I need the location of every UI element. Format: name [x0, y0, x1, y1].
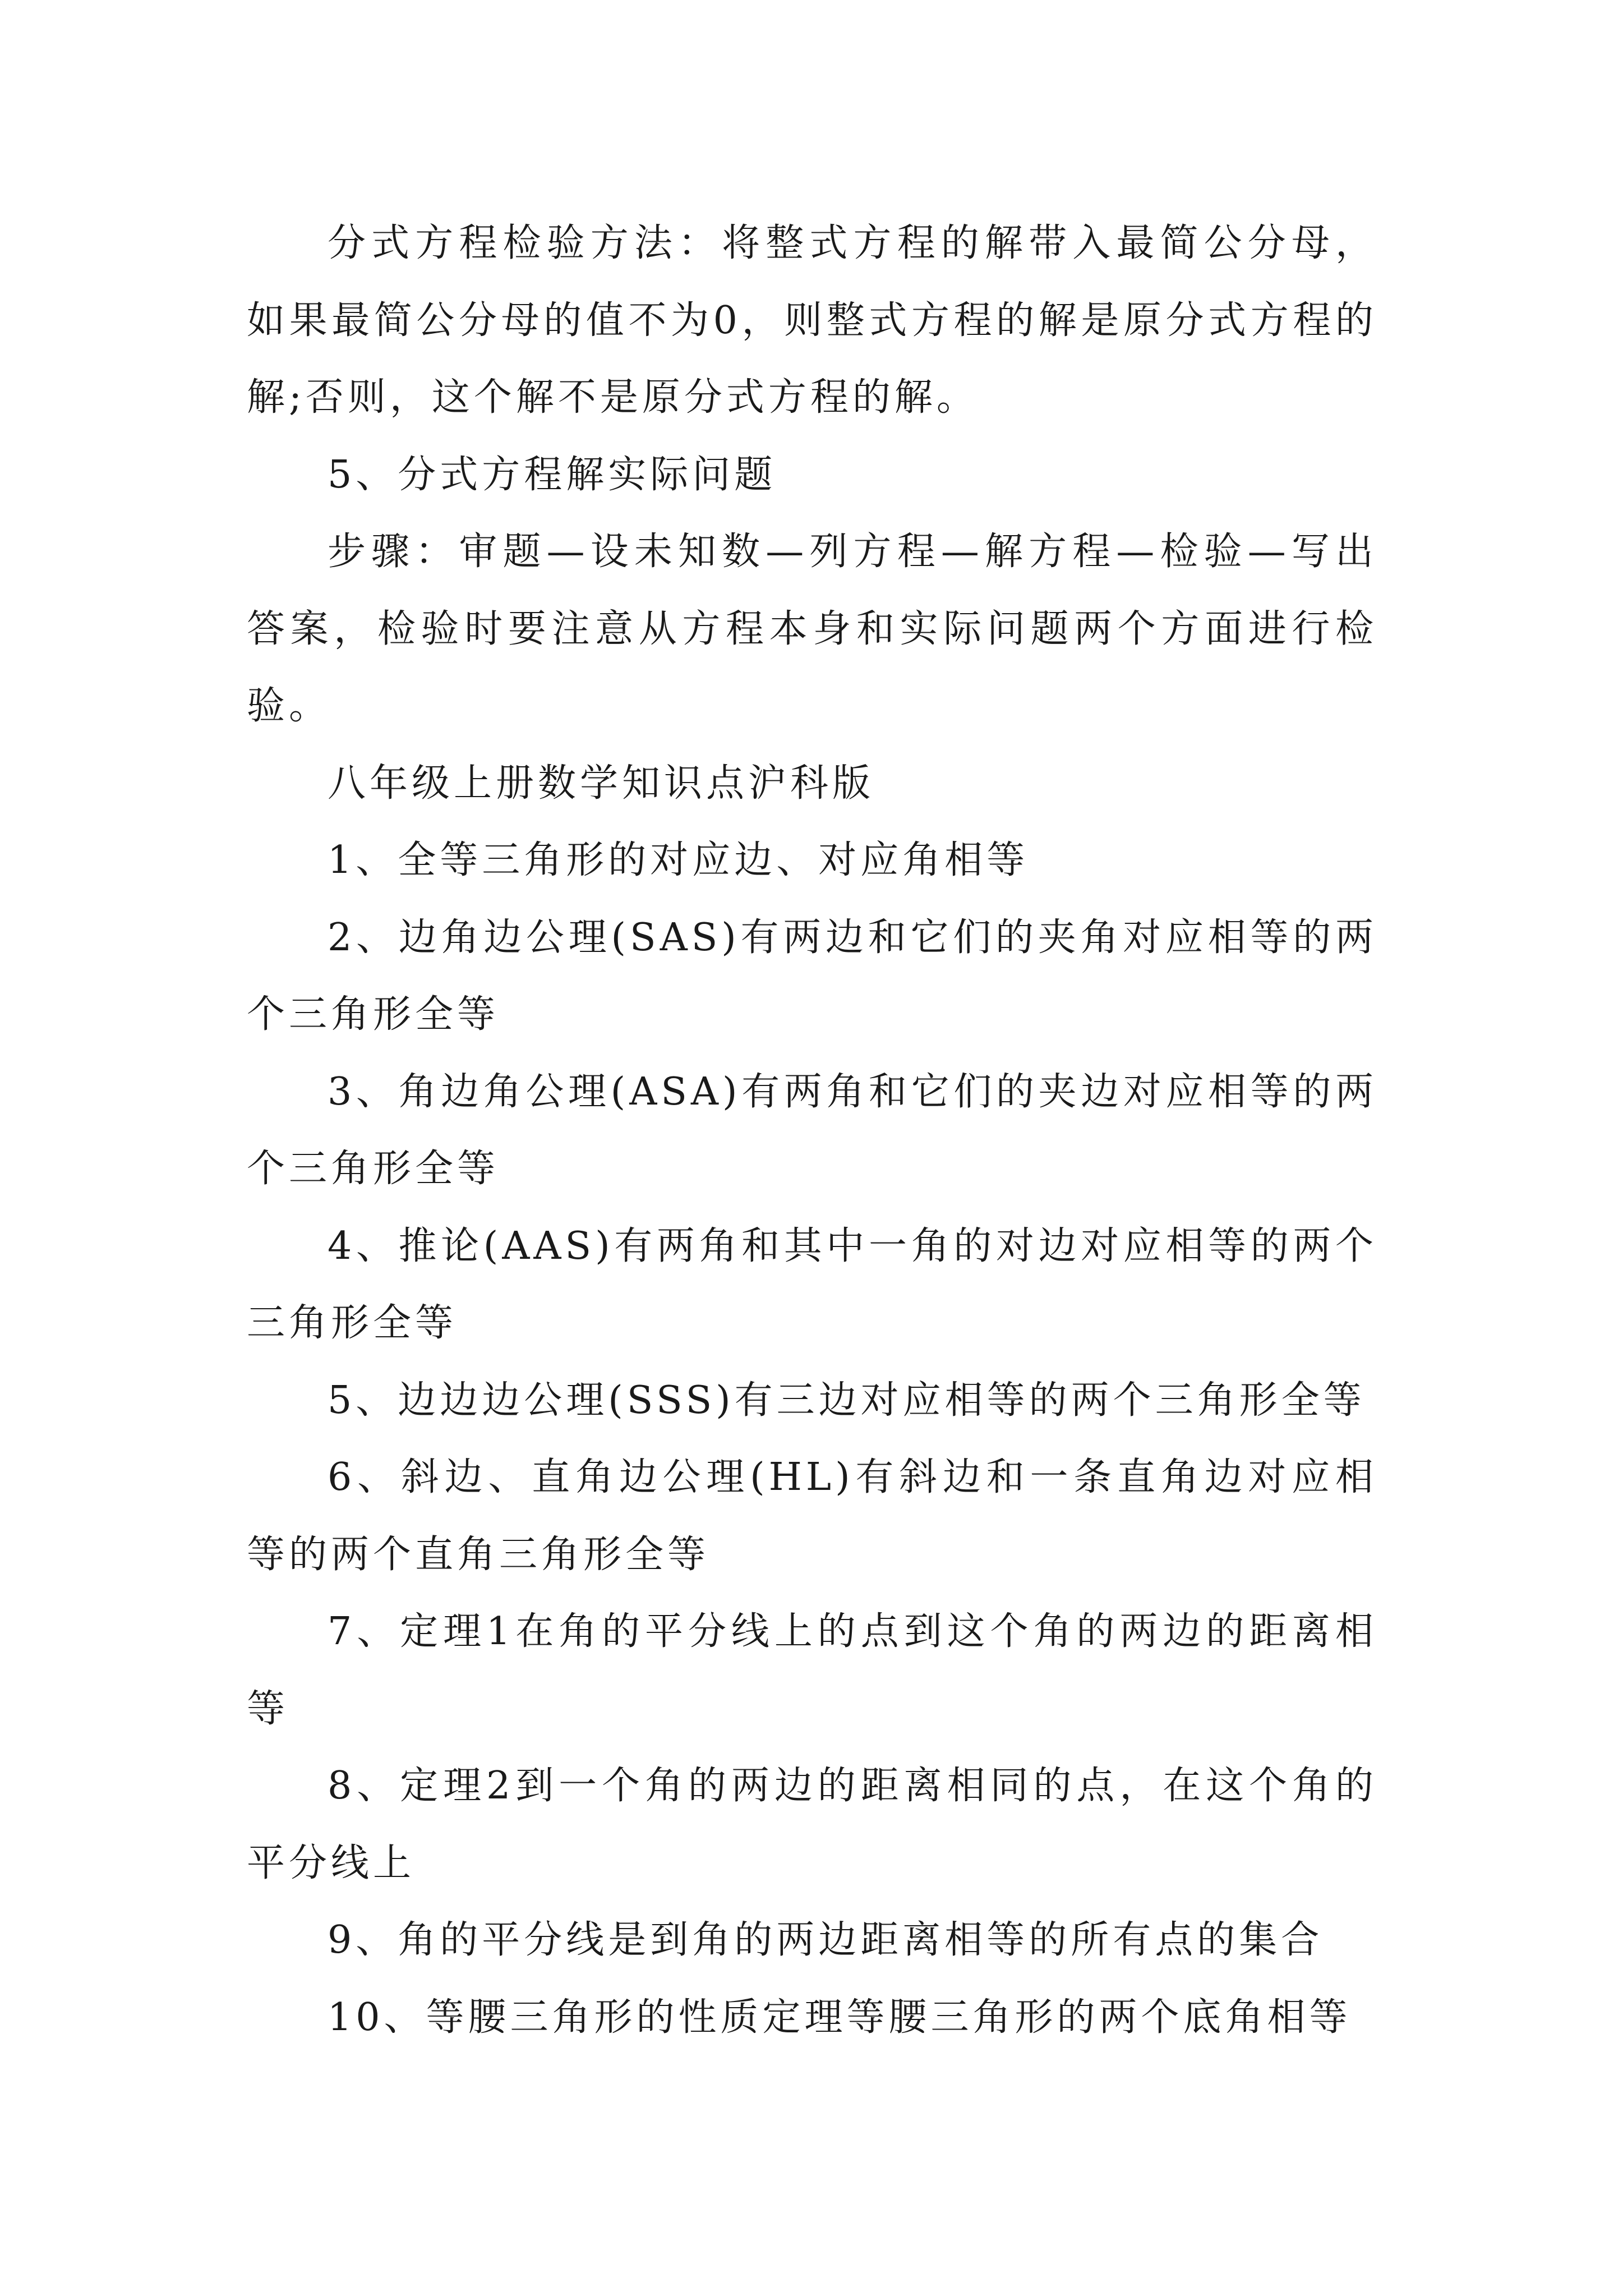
list-item-7: 7、定理1在角的平分线上的点到这个角的两边的距离相等	[247, 1609, 1377, 1731]
list-item-10: 10、等腰三角形的性质定理等腰三角形的两个底角相等	[328, 1995, 1352, 2040]
list-item-4: 4、推论(AAS)有两角和其中一角的对边对应相等的两个三角形全等	[247, 1223, 1377, 1345]
list-item-3: 3、角边角公理(ASA)有两角和它们的夹边对应相等的两个三角形全等	[247, 1069, 1377, 1191]
list-item-1: 1、全等三角形的对应边、对应角相等	[328, 838, 1029, 882]
list-item-5: 5、边边边公理(SSS)有三边对应相等的两个三角形全等	[328, 1378, 1366, 1423]
paragraph-practical-problems: 5、分式方程解实际问题	[328, 452, 777, 497]
list-item-6: 6、斜边、直角边公理(HL)有斜边和一条直角边对应相等的两个直角三角形全等	[247, 1455, 1377, 1577]
paragraph-check-method: 分式方程检验方法：将整式方程的解带入最简公分母，如果最简公分母的值不为0，则整式方程的解是原分式方程的解;否则，这个解不是原分式方程的解。	[247, 221, 1377, 420]
list-item-2: 2、边角边公理(SAS)有两边和它们的夹角对应相等的两个三角形全等	[247, 915, 1377, 1037]
document-page	[247, 205, 1377, 2056]
section-heading: 八年级上册数学知识点沪科版	[328, 761, 875, 806]
list-item-8: 8、定理2到一个角的两边的距离相同的点，在这个角的平分线上	[247, 1764, 1377, 1885]
paragraph-steps: 步骤：审题—设未知数—列方程—解方程—检验—写出答案，检验时要注意从方程本身和实际问题两个方面进行检验。	[247, 530, 1377, 728]
list-item-9: 9、角的平分线是到角的两边距离相等的所有点的集合	[328, 1918, 1324, 1962]
